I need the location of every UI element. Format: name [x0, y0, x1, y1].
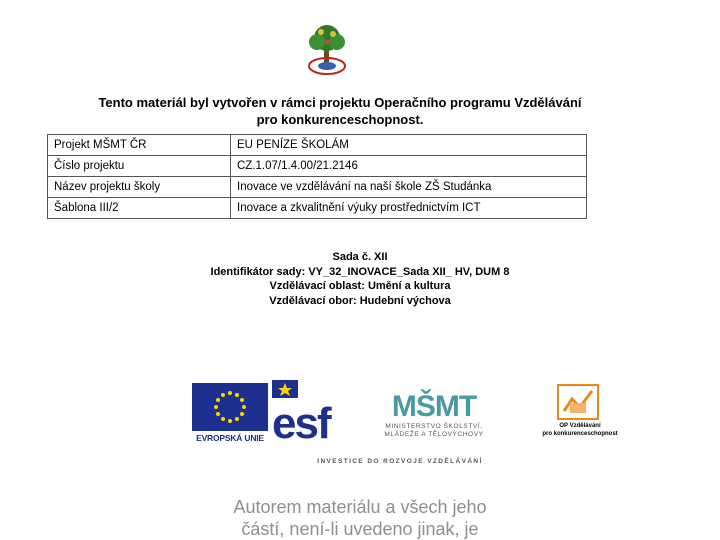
author-line-2: částí, není-li uvedeno jinak, je: [241, 519, 479, 539]
project-info-table: [47, 134, 587, 219]
op-line-1: OP Vzdělávání: [559, 423, 601, 429]
op-line-2: pro konkurenceschopnost: [542, 430, 618, 437]
msmt-letters: MŠMT: [391, 390, 477, 423]
table-row: [48, 198, 587, 219]
row-label: Číslo projektu: [48, 156, 231, 177]
esf-logo: [272, 380, 344, 444]
author-text: [190, 496, 530, 540]
row-value: Inovace a zkvalitnění výuky prostřednictvím ICT: [231, 198, 587, 219]
education-subject: Vzdělávací obor: Hudební výchova: [269, 294, 451, 307]
row-label: Projekt MŠMT ČR: [48, 135, 231, 156]
intro-text: [40, 94, 640, 128]
msmt-line-1: MINISTERSTVO ŠKOLSTVÍ,: [385, 423, 483, 430]
esf-text: esf: [272, 399, 330, 444]
intro-line-1: Tento materiál byl vytvořen v rámci projektu Operačního programu Vzdělávání: [98, 95, 582, 110]
msmt-line-2: MLÁDEŽE A TĚLOVÝCHOVY: [384, 431, 484, 438]
table-row: [48, 177, 587, 198]
table-row: [48, 135, 587, 156]
op-label: [528, 423, 632, 438]
eu-label: EVROPSKÁ UNIE: [196, 433, 264, 443]
education-area: Vzdělávací oblast: Umění a kultura: [269, 280, 451, 292]
row-value: EU PENÍZE ŠKOLÁM: [231, 135, 587, 156]
msmt-logo: [368, 378, 500, 442]
intro-line-2: pro konkurenceschopnost.: [256, 112, 424, 127]
row-label: Název projektu školy: [48, 177, 231, 198]
set-number: Sada č. XII: [332, 251, 388, 263]
row-value: Inovace ve vzdělávání na naší škole ZŠ Studánka: [231, 177, 587, 198]
investice-tagline: INVESTICE DO ROZVOJE VZDĚLÁVÁNÍ: [317, 458, 483, 465]
author-line-1: Autorem materiálu a všech jeho: [233, 497, 487, 517]
school-logo: [300, 20, 354, 76]
row-value: CZ.1.07/1.4.00/21.2146: [231, 156, 587, 177]
eu-flag-icon: [192, 383, 268, 431]
row-label: Šablona III/2: [48, 198, 231, 219]
set-info: [160, 250, 560, 308]
table-row: [48, 156, 587, 177]
set-identifier: Identifikátor sady: VY_32_INOVACE_Sada XII_ HV, DUM 8: [210, 265, 510, 278]
